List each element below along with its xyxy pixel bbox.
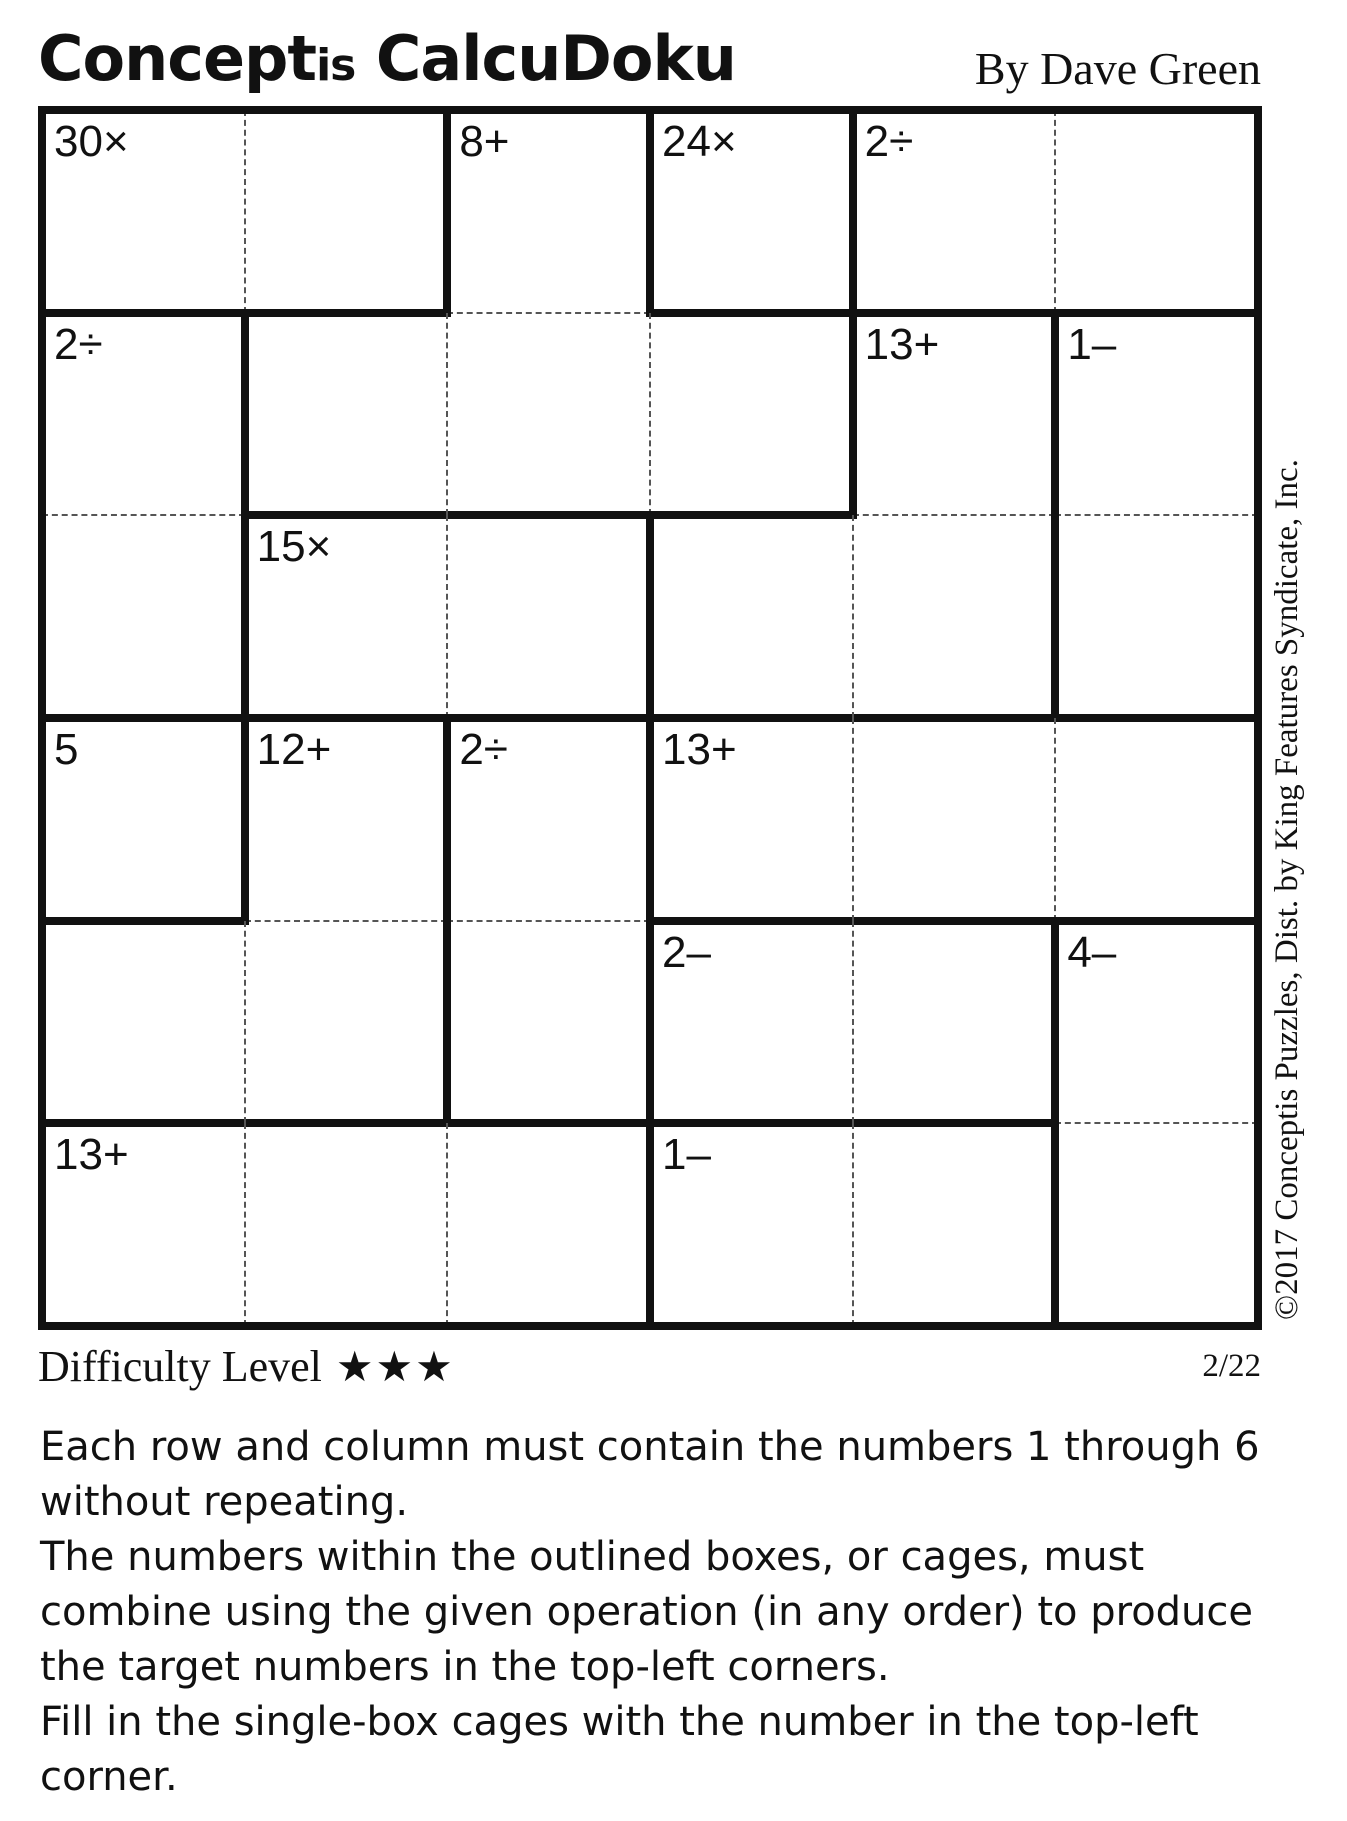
cage-border <box>241 714 452 722</box>
cage-border <box>1051 309 1059 520</box>
grid-frame <box>1254 106 1262 1330</box>
rule-1: Each row and column must contain the numbers 1 through 6 without repeating. <box>40 1424 1260 1525</box>
grid-cell[interactable] <box>1055 110 1258 313</box>
grid-cell[interactable] <box>245 718 448 921</box>
grid-cell[interactable] <box>245 110 448 313</box>
cage-border <box>241 309 249 520</box>
grid-cell[interactable] <box>42 313 245 516</box>
author-byline: By Dave Green <box>974 43 1261 94</box>
grid-cell[interactable] <box>853 313 1056 516</box>
cage-border <box>1051 1119 1059 1330</box>
cage-clue: 13+ <box>662 725 737 774</box>
grid-cell[interactable] <box>42 110 245 313</box>
cell-divider <box>244 1123 246 1326</box>
grid-cell[interactable] <box>447 1123 650 1326</box>
cell-divider <box>244 921 246 1124</box>
cage-border <box>38 1119 249 1127</box>
cage-border <box>849 106 857 317</box>
rules-text <box>40 1420 1320 1805</box>
grid-cell[interactable] <box>42 921 245 1124</box>
grid-cell[interactable] <box>42 1123 245 1326</box>
cage-border <box>1051 917 1059 1128</box>
cage-border <box>646 714 654 925</box>
difficulty-label: Difficulty Level <box>38 1342 322 1391</box>
cage-border <box>646 511 654 722</box>
cage-border <box>646 917 857 925</box>
cell-divider <box>852 921 854 1124</box>
cell-divider <box>1054 718 1056 921</box>
puzzle-title: Conceptis CalcuDoku <box>38 22 736 95</box>
grid-frame <box>38 106 1262 114</box>
cage-border <box>443 1119 654 1127</box>
cell-divider <box>852 515 854 718</box>
cage-border <box>38 714 249 722</box>
cage-clue: 15× <box>256 522 332 572</box>
cage-border <box>443 714 654 722</box>
cage-border <box>1051 714 1262 722</box>
cell-divider <box>42 514 245 516</box>
grid-cell[interactable] <box>245 515 448 718</box>
cell-divider <box>447 920 650 922</box>
grid-cell[interactable] <box>42 515 245 718</box>
cell-divider <box>853 514 1056 516</box>
cage-border <box>241 1119 452 1127</box>
grid-cell[interactable] <box>1055 718 1258 921</box>
cage-clue: 4– <box>1067 927 1117 977</box>
rule-3: Fill in the single-box cages with the number in the top-left corner. <box>40 1699 1199 1800</box>
cage-clue: 1– <box>1067 319 1117 369</box>
difficulty-level <box>38 1342 455 1391</box>
cage-border <box>646 1119 857 1127</box>
cage-border <box>646 714 857 722</box>
cage-border <box>646 917 654 1128</box>
calcudoku-grid <box>42 110 1258 1326</box>
cell-divider <box>1055 1122 1258 1124</box>
cage-clue: 8+ <box>459 117 510 166</box>
cage-border <box>443 714 451 925</box>
grid-cell[interactable] <box>42 718 245 921</box>
cage-border <box>849 714 1060 722</box>
cage-border <box>241 511 249 722</box>
cage-clue: 2– <box>662 927 711 977</box>
cage-border <box>241 511 452 519</box>
grid-cell[interactable] <box>853 1123 1056 1326</box>
cage-clue: 5 <box>54 725 79 774</box>
cage-clue: 2÷ <box>459 725 508 774</box>
cell-divider <box>649 313 651 516</box>
cell-divider <box>244 110 246 313</box>
cage-clue: 2÷ <box>864 117 914 166</box>
grid-cell[interactable] <box>650 718 853 921</box>
cell-divider <box>1055 514 1258 516</box>
grid-cell[interactable] <box>245 1123 448 1326</box>
grid-cell[interactable] <box>447 515 650 718</box>
cage-clue: 13+ <box>864 319 940 369</box>
grid-cell[interactable] <box>650 1123 853 1326</box>
grid-cell[interactable] <box>245 313 448 516</box>
cage-border <box>443 106 451 317</box>
difficulty-stars: ★★★ <box>335 1345 455 1391</box>
cage-border <box>241 714 249 925</box>
cage-clue: 2÷ <box>54 319 103 369</box>
cage-border <box>1051 511 1059 722</box>
cage-clue: 12+ <box>256 725 332 774</box>
cage-clue: 24× <box>662 117 737 166</box>
grid-cell[interactable] <box>650 921 853 1124</box>
grid-cell[interactable] <box>447 921 650 1124</box>
cage-border <box>443 917 451 1128</box>
rule-2: The numbers within the outlined boxes, or cages, must combine using the given operation (in any order) to produce the target numbers in the top-left corners. <box>40 1534 1254 1690</box>
cage-clue: 1– <box>662 1130 711 1180</box>
cage-clue: 13+ <box>54 1130 129 1180</box>
grid-cell[interactable] <box>650 110 853 313</box>
grid-cell[interactable] <box>447 313 650 516</box>
grid-cell[interactable] <box>1055 313 1258 516</box>
grid-cell[interactable] <box>1055 515 1258 718</box>
cage-border <box>1051 917 1262 925</box>
cage-border <box>38 917 249 925</box>
copyright-notice: ©2017 Conceptis Puzzles, Dist. by King Features Syndicate, Inc. <box>1269 459 1305 1320</box>
grid-cell[interactable] <box>1055 921 1258 1124</box>
grid-cell[interactable] <box>447 110 650 313</box>
cage-border <box>38 309 249 317</box>
cage-border <box>849 309 1060 317</box>
cell-divider <box>446 1123 448 1326</box>
cage-border <box>646 1119 654 1330</box>
cage-border <box>849 309 857 520</box>
grid-frame <box>38 106 46 1330</box>
grid-cell[interactable] <box>1055 1123 1258 1326</box>
grid-cell[interactable] <box>650 515 853 718</box>
grid-cell[interactable] <box>650 313 853 516</box>
cage-border <box>443 511 654 519</box>
cage-border <box>1051 309 1262 317</box>
cell-divider <box>446 313 448 516</box>
grid-cell[interactable] <box>853 515 1056 718</box>
cage-border <box>646 511 857 519</box>
grid-cell[interactable] <box>853 718 1056 921</box>
grid-cell[interactable] <box>853 110 1056 313</box>
cell-divider <box>447 312 650 314</box>
cage-border <box>849 917 1060 925</box>
grid-frame <box>38 1322 1262 1330</box>
grid-cell[interactable] <box>245 921 448 1124</box>
cell-divider <box>446 515 448 718</box>
cell-divider <box>852 1123 854 1326</box>
puzzle-date: 2/22 <box>1202 1348 1261 1384</box>
cage-clue: 30× <box>54 117 129 166</box>
cage-border <box>849 1119 1060 1127</box>
cell-divider <box>245 920 448 922</box>
cell-divider <box>1054 110 1056 313</box>
cage-border <box>241 309 452 317</box>
cage-border <box>646 309 857 317</box>
grid-cell[interactable] <box>853 921 1056 1124</box>
cage-border <box>646 106 654 317</box>
cell-divider <box>852 718 854 921</box>
grid-cell[interactable] <box>447 718 650 921</box>
